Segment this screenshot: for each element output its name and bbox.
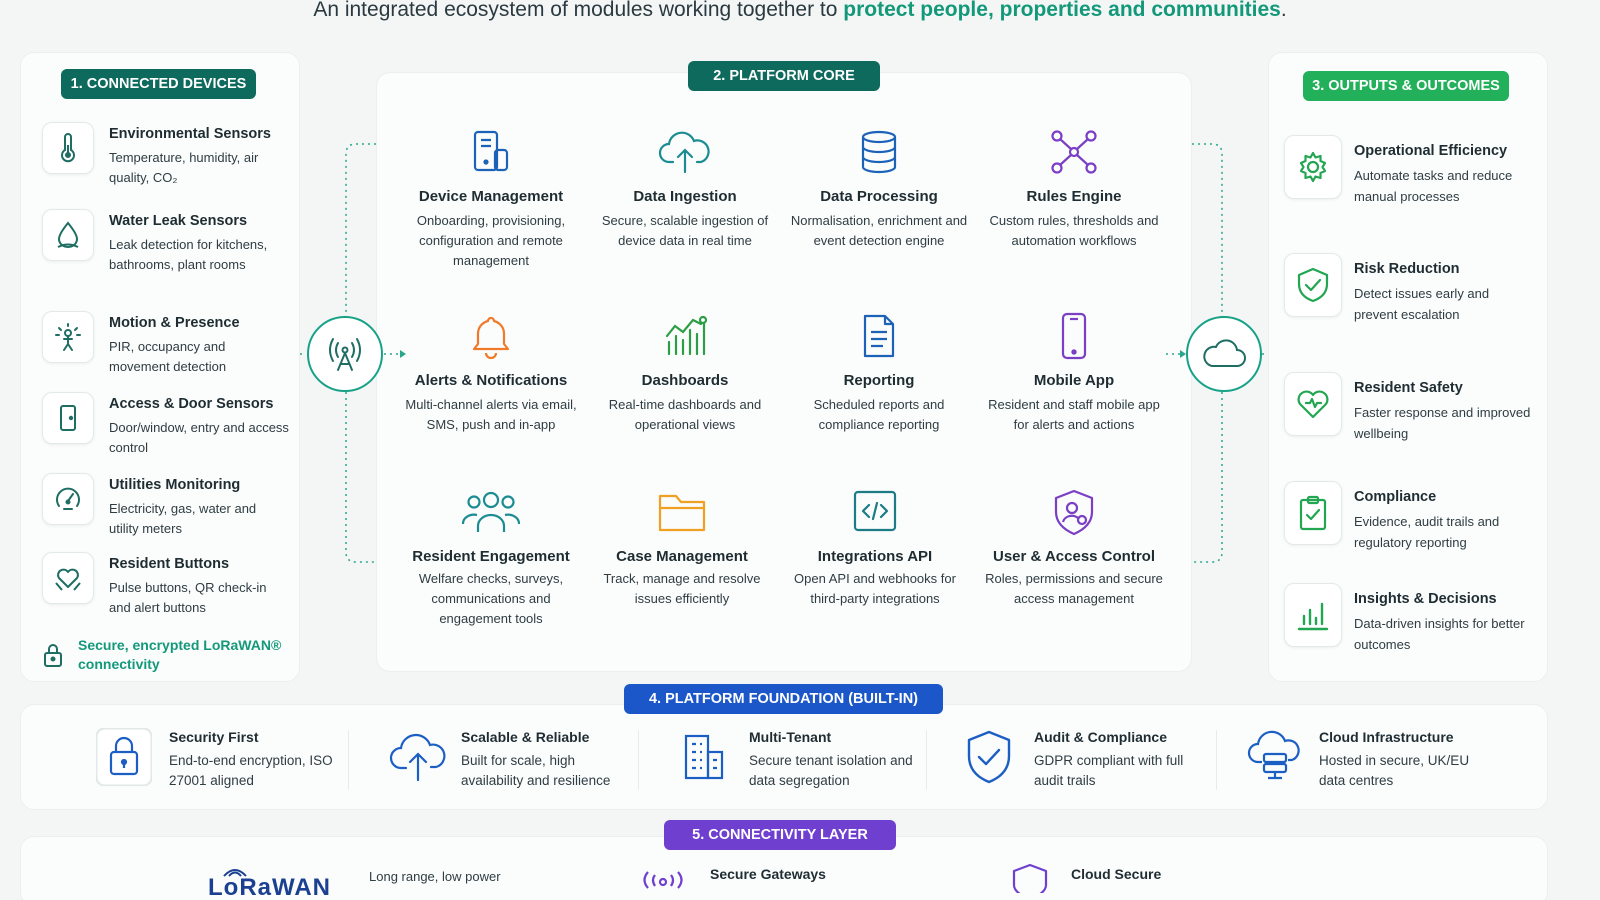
core-title: Resident Engagement <box>412 548 570 565</box>
divider <box>926 730 927 790</box>
section-foundation-label: 4. PLATFORM FOUNDATION (BUILT-IN) <box>624 684 943 714</box>
outcome-desc: Detect issues early and prevent escalation <box>1354 286 1490 322</box>
cloud-icon <box>1200 336 1248 372</box>
core-desc: Normalisation, enrichment and event detection engine <box>790 213 968 248</box>
lorawan-logo-text: LoRaWAN <box>208 874 331 900</box>
core-desc: Welfare checks, surveys, communications and engagement tools <box>418 571 564 626</box>
device-title: Water Leak Sensors <box>109 213 248 229</box>
water-drop-icon <box>54 220 82 250</box>
core-dashboards <box>595 312 775 435</box>
foundation-title: Multi-Tenant <box>749 729 832 745</box>
outcome-icon-box <box>1284 372 1342 436</box>
foundation-desc: Built for scale, high availability and resilience <box>461 753 611 788</box>
core-reporting <box>789 312 969 435</box>
lock-icon <box>96 728 152 786</box>
devices-icon <box>467 128 515 176</box>
device-title: Environmental Sensors <box>109 126 271 142</box>
core-title: Dashboards <box>641 372 729 389</box>
outcome-title: Operational Efficiency <box>1354 143 1508 159</box>
clipboard-check-icon <box>1297 495 1329 531</box>
device-title: Resident Buttons <box>109 556 230 572</box>
device-title: Access & Door Sensors <box>109 396 274 412</box>
outcome-icon-box <box>1284 583 1342 647</box>
device-icon-box <box>42 209 94 261</box>
device-desc: Electricity, gas, water and utility meters <box>109 501 257 536</box>
outcome-title: Insights & Decisions <box>1354 591 1497 607</box>
core-data-processing <box>789 128 969 251</box>
core-title: Data Processing <box>820 188 938 205</box>
device-title: Motion & Presence <box>109 315 240 331</box>
device-desc: PIR, occupancy and movement detection <box>109 339 227 374</box>
core-case-management <box>592 488 772 609</box>
core-resident-engagement <box>401 488 581 629</box>
foundation-desc: Secure tenant isolation and data segregation <box>749 753 913 788</box>
core-desc: Custom rules, thresholds and automation workflows <box>989 213 1159 248</box>
core-desc: Real-time dashboards and operational views <box>608 397 762 432</box>
core-title: Device Management <box>418 188 564 205</box>
antenna-icon <box>323 332 367 376</box>
database-icon <box>855 128 903 176</box>
gear-icon <box>1296 150 1330 184</box>
network-nodes-icon <box>1049 128 1099 176</box>
gateway-signal-icon <box>638 866 688 890</box>
section-outputs-label: 3. OUTPUTS & OUTCOMES <box>1303 71 1509 101</box>
outcome-title: Compliance <box>1354 489 1437 505</box>
lock-icon <box>42 642 64 668</box>
core-device-management <box>401 128 581 271</box>
cloud-node <box>1186 316 1262 392</box>
core-data-ingestion <box>595 128 775 251</box>
bell-icon <box>467 312 515 360</box>
core-title: Data Ingestion <box>633 188 737 205</box>
core-title: Rules Engine <box>1026 188 1122 205</box>
motion-icon <box>53 322 83 352</box>
document-icon <box>855 312 903 360</box>
cloud-secure-label: Cloud Secure <box>1071 866 1162 882</box>
core-desc: Open API and webhooks for third-party integrations <box>794 571 956 606</box>
heart-hand-icon <box>53 563 83 593</box>
foundation-desc: End-to-end encryption, ISO 27001 aligned <box>169 753 333 788</box>
outcome-icon-box <box>1284 481 1342 545</box>
people-icon <box>461 488 521 534</box>
core-title: Case Management <box>616 548 748 565</box>
cloud-upload-icon <box>657 128 713 176</box>
divider <box>638 730 639 790</box>
device-icon-box <box>42 552 94 604</box>
core-title: Alerts & Notifications <box>414 372 568 389</box>
headline-suffix: . <box>1280 0 1287 21</box>
foundation-title: Security First <box>169 729 259 745</box>
core-mobile-app <box>984 312 1164 435</box>
device-desc: Leak detection for kitchens, bathrooms, plant rooms <box>109 237 268 272</box>
bar-chart-icon <box>661 312 709 360</box>
cloud-server-icon <box>1246 728 1306 786</box>
folder-icon <box>656 488 708 534</box>
core-title: Integrations API <box>817 548 933 565</box>
core-desc: Resident and staff mobile app for alerts and actions <box>988 397 1160 432</box>
device-icon-box <box>42 473 94 525</box>
core-title: Mobile App <box>1033 372 1115 389</box>
device-title: Utilities Monitoring <box>109 477 241 493</box>
foundation-desc: Hosted in secure, UK/EU data centres <box>1319 753 1470 788</box>
mobile-phone-icon <box>1050 312 1098 360</box>
outcome-desc: Automate tasks and reduce manual processes <box>1354 168 1513 204</box>
chart-icon <box>1296 598 1330 632</box>
outcome-icon-box <box>1284 253 1342 317</box>
lorawan-desc: Long range, low power <box>369 869 501 884</box>
divider <box>1216 730 1217 790</box>
shield-check-icon <box>961 728 1017 786</box>
core-desc: Secure, scalable ingestion of device data in real time <box>601 213 769 248</box>
thermometer-icon <box>54 133 82 163</box>
foundation-title: Audit & Compliance <box>1034 729 1168 745</box>
foundation-desc: GDPR compliant with full audit trails <box>1034 753 1184 788</box>
outcome-title: Risk Reduction <box>1354 261 1460 277</box>
outcome-desc: Evidence, audit trails and regulatory reporting <box>1354 514 1500 550</box>
core-desc: Scheduled reports and compliance reporting <box>813 397 945 432</box>
device-desc: Temperature, humidity, air quality, CO₂ <box>109 150 259 185</box>
device-icon-box <box>42 392 94 444</box>
core-alerts <box>401 312 581 435</box>
device-desc: Door/window, entry and access control <box>109 420 289 455</box>
device-icon-box <box>42 122 94 174</box>
core-title: Reporting <box>843 372 915 389</box>
lorawan-logo <box>208 862 358 900</box>
outcome-desc: Data-driven insights for better outcomes <box>1354 616 1525 652</box>
divider <box>348 730 349 790</box>
core-desc: Track, manage and resolve issues efficiently <box>603 571 761 606</box>
core-desc: Multi-channel alerts via email, SMS, push and in-app <box>405 397 577 432</box>
cloud-secure-shield-icon <box>1008 863 1052 893</box>
section-devices-label: 1. CONNECTED DEVICES <box>61 69 256 99</box>
foundation-title: Scalable & Reliable <box>461 729 590 745</box>
outcome-title: Resident Safety <box>1354 380 1463 396</box>
device-icon-box <box>42 311 94 363</box>
section-core-label: 2. PLATFORM CORE <box>688 61 880 91</box>
headline-highlight: protect people, properties and communities <box>843 0 1281 21</box>
headline-prefix: An integrated ecosystem of modules working together to <box>313 0 844 21</box>
section-connectivity-label: 5. CONNECTIVITY LAYER <box>664 820 896 850</box>
shield-check-icon <box>1296 267 1330 303</box>
outcome-icon-box <box>1284 135 1342 199</box>
door-sensor-icon <box>54 403 82 433</box>
code-icon <box>851 488 899 534</box>
outcome-desc: Faster response and improved wellbeing <box>1354 405 1531 441</box>
core-integrations-api <box>785 488 965 609</box>
building-icon <box>676 728 732 784</box>
core-desc: Onboarding, provisioning, configuration and remote management <box>416 213 566 268</box>
core-desc: Roles, permissions and secure access management <box>985 571 1163 606</box>
gateway-node <box>307 316 383 392</box>
lora-note-text: Secure, encrypted LoRaWAN® connectivity <box>78 637 282 672</box>
device-desc: Pulse buttons, QR check-in and alert buttons <box>109 580 267 615</box>
secure-gateways-label: Secure Gateways <box>710 866 826 882</box>
core-title: User & Access Control <box>993 548 1155 565</box>
user-shield-icon <box>1050 488 1098 536</box>
gauge-icon <box>53 484 83 514</box>
heart-icon <box>1295 387 1331 421</box>
core-user-access <box>984 488 1164 609</box>
cloud-upload-icon <box>388 728 448 784</box>
core-rules-engine <box>984 128 1164 251</box>
foundation-title: Cloud Infrastructure <box>1319 729 1454 745</box>
